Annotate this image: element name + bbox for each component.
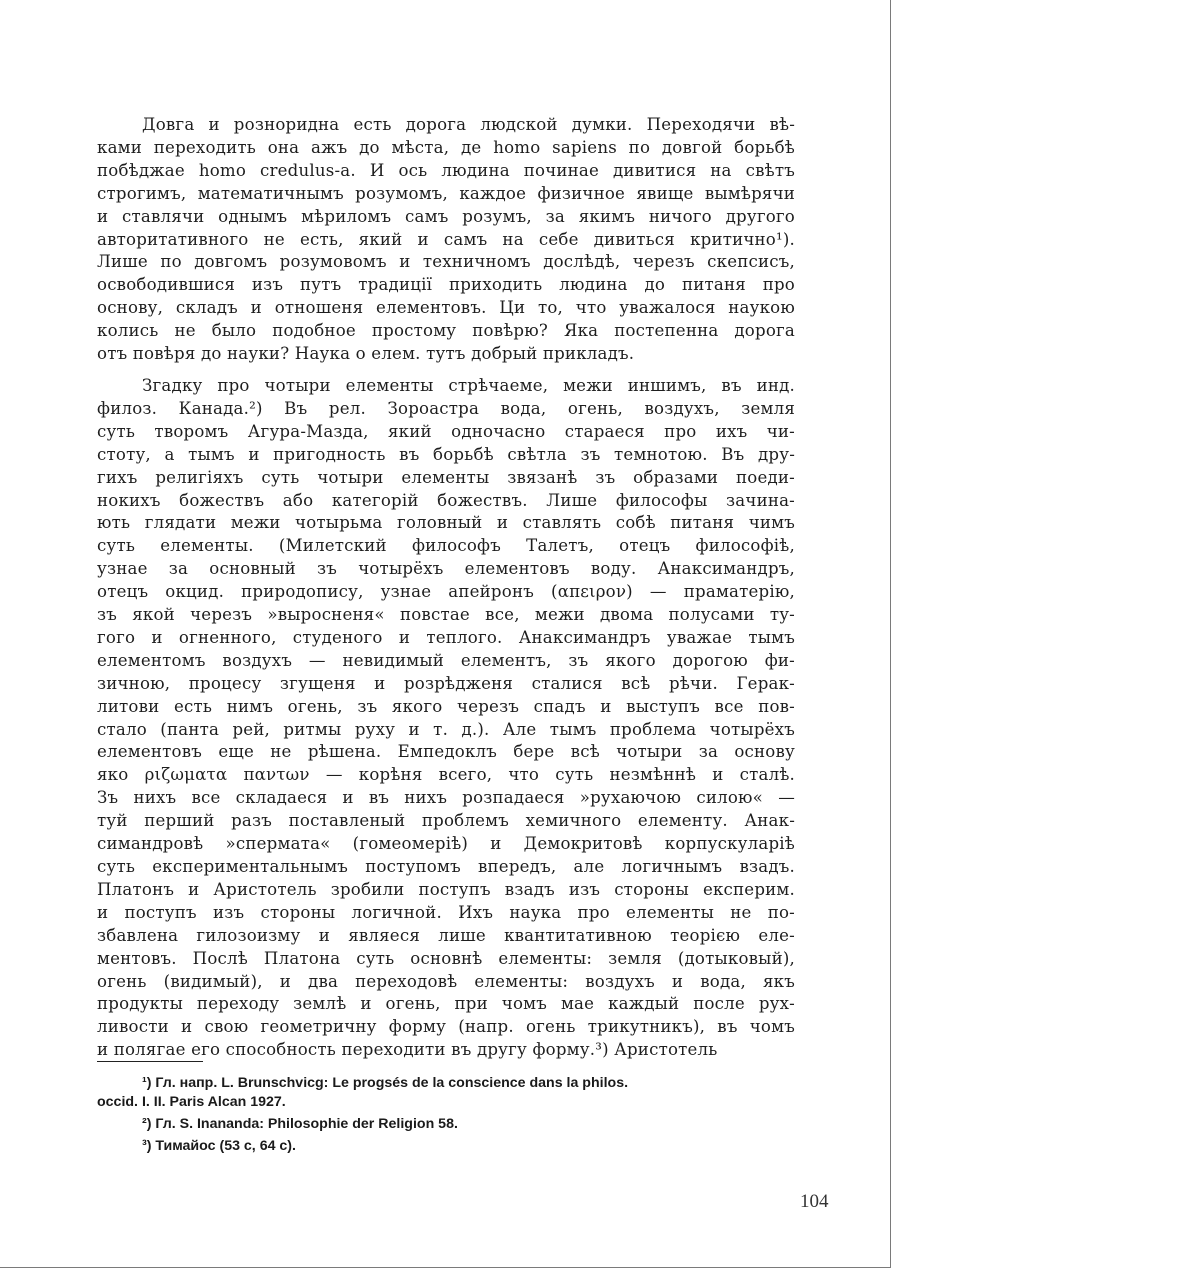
text-line: отецъ окцид. природопису, узнае апейронъ (απειρον) — праматерію, — [97, 582, 795, 602]
text-line: Довга и розноридна есть дорога людской думки. Переходячи вѣ- — [142, 115, 795, 134]
text-line: побѣджае homo credulus-a. И ось людина починае дивитися на свѣтъ — [97, 160, 795, 180]
text-line: колись не было подобное простому повѣрю? Яка постепенна дорога — [97, 321, 795, 341]
text-line: продукты переходу землѣ и огень, при чомъ мае каждый после рух- — [97, 994, 795, 1014]
text-line: отъ повѣря до науки? Наука о елем. тутъ добрый прикладъ. — [97, 344, 635, 364]
text-line: збавлена гилозоизму и являеся лише квантитативною теорією еле- — [97, 925, 795, 945]
text-line: гого и огненного, студеного и теплого. Анаксимандръ уважае тымъ — [97, 627, 795, 647]
text-line: симандровѣ »сперматa« (гомеомеріѣ) и Демокритовѣ корпускуларіѣ — [97, 834, 795, 854]
text-line: суть творомъ Агура-Мазда, який одночасно стараеся про ихъ чи- — [97, 421, 795, 441]
footnotes — [97, 1074, 795, 1159]
text-line: стоту, а тымъ и пригодность въ борьбѣ свѣтла зъ темнотою. Въ дру- — [97, 444, 795, 464]
text-line: стало (панта рей, ритмы руху и т. д.). Але тымъ проблема чотырёхъ — [97, 719, 795, 739]
page-number: 104 — [800, 1191, 829, 1212]
footnote-divider — [97, 1061, 203, 1062]
text-line: узнае за основный зъ чотырёхъ елементовъ воду. Анаксимандръ, — [97, 559, 795, 579]
text-line: и ставлячи однымъ мѣриломъ самъ розумъ, за якимъ ничого другого — [97, 206, 795, 226]
text-line: ють глядати межи чотырьма головный и ставлять собѣ питаня чимъ — [97, 513, 795, 533]
text-line: ливости и свою геометричну форму (напр. огень трикутникъ), въ чомъ — [97, 1017, 795, 1037]
main-text — [97, 114, 795, 1062]
footnote-1 — [97, 1074, 795, 1112]
footnote-2 — [97, 1115, 795, 1134]
text-line: зичною, процесу згущеня и розрѣдженя сталися всѣ рѣчи. Герак- — [97, 673, 795, 693]
text-line: суть експериментальнымъ поступомъ впередъ, але логичнымъ взадъ. — [97, 857, 795, 876]
text-line: и поступъ изъ стороны логичной. Ихъ наука про елементы не по- — [97, 902, 795, 922]
paragraph-1 — [97, 114, 795, 366]
text-line: елементовъ еще не рѣшена. Емпедоклъ бере всѣ чотыри за основу — [97, 742, 795, 762]
text-line: ментовъ. Послѣ Платона суть основнѣ елементы: земля (дотыковый), — [97, 948, 795, 968]
text-line: авторитативного не есть, який и самъ на себе дивиться критично¹). — [97, 229, 795, 249]
text-line: Платонъ и Аристотель зробили поступъ взадъ изъ стороны експерим. — [97, 879, 795, 899]
footnote-line: ³) Тимайос (53 c, 64 c). — [142, 1138, 296, 1154]
text-line: Згадку про чотыри елементы стрѣчаеме, межи иншимъ, въ инд. — [142, 375, 795, 395]
text-line: освободившися изъ путъ традиції приходить людина до питаня про — [97, 275, 795, 295]
text-line: строгимъ, математичнымъ розумомъ, каждое физичное явище вымѣрячи — [97, 183, 795, 203]
text-line: нокихъ божествъ або категорій божествъ. Лише философы зачина- — [97, 490, 795, 510]
text-line: гихъ религіяхъ суть чотыри елементы звязанѣ зъ образами поеди- — [97, 467, 795, 487]
text-line: яко ριζωματα παντων — корѣня всего, что суть незмѣннѣ и сталѣ. — [97, 765, 795, 785]
text-line: Лише по довгомъ розумовомъ и техничномъ дослѣдѣ, черезъ скепсисъ, — [97, 252, 795, 272]
paragraph-2 — [97, 375, 795, 1062]
text-line: зъ якой черезъ »выросненя« повстае все, межи двома полусами ту- — [97, 605, 795, 625]
text-line: литови есть нимъ огень, зъ якого черезъ спадъ и выступъ все пов- — [97, 696, 795, 716]
text-line: туй перший разъ поставленый проблемъ хемичного елементу. Анак- — [97, 811, 795, 831]
footnote-3 — [97, 1137, 795, 1156]
text-line: елементомъ воздухъ — невидимый елементъ, зъ якого дорогою фи- — [97, 650, 795, 670]
text-line: ками переходить она ажъ до мѣста, де homo sapiens по довгой борьбѣ — [97, 137, 795, 157]
text-line: филоз. Канада.²) Въ рел. Зороастра вода, огень, воздухъ, земля — [97, 398, 795, 418]
text-line: суть елементы. (Милетский философъ Талетъ, отецъ философіѣ, — [97, 536, 795, 556]
footnote-line: ¹) Гл. напр. L. Brunschvicg: Le progsés de la conscience dans la philos. — [142, 1075, 629, 1091]
footnote-line: ²) Гл. S. Inananda: Philosophie der Religion 58. — [142, 1116, 458, 1132]
text-line: Зъ нихъ все складаеся и въ нихъ розпадаеся »рухаючою силою« — — [97, 788, 795, 808]
text-line: основу, складъ и отношеня елементовъ. Ци то, что уважалося наукою — [97, 298, 795, 318]
text-line: огень (видимый), и два переходовѣ елементы: воздухъ и вода, якъ — [97, 971, 795, 991]
text-line: и полягае его способность переходити въ другу форму.³) Аристотель — [97, 1040, 718, 1060]
footnote-line: occid. I. II. Paris Alcan 1927. — [97, 1094, 286, 1110]
